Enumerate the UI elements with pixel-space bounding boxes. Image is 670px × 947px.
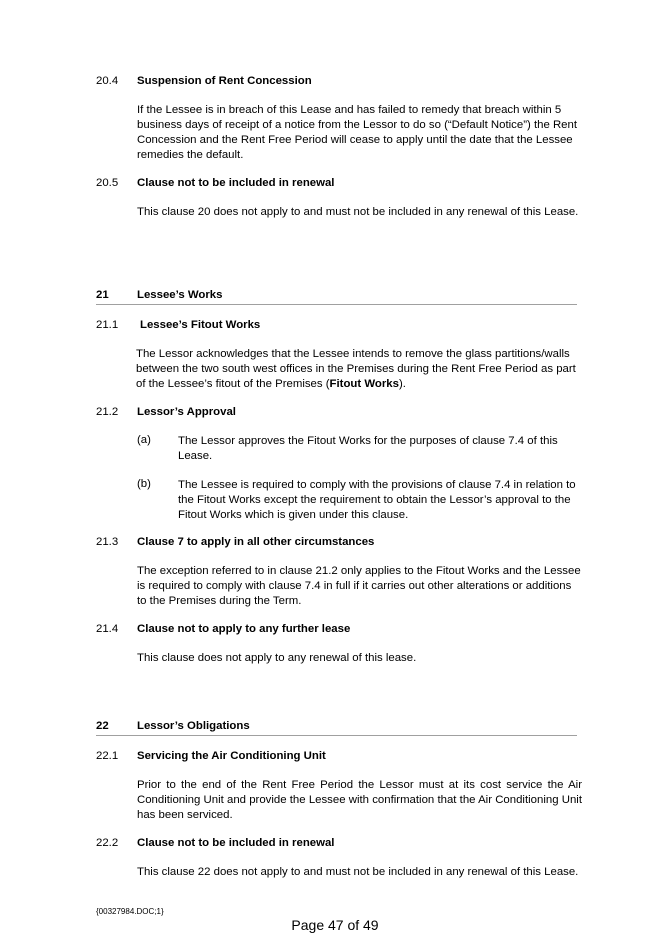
section-divider (96, 304, 577, 305)
clause-number: 21.2 (96, 406, 119, 418)
clause-body (136, 347, 581, 392)
subclause-label: (b) (137, 478, 151, 490)
document-reference: {00327984.DOC;1} (96, 907, 164, 916)
clause-number: 21.1 (96, 319, 119, 331)
subclause-text: The Lessee is required to comply with the provisions of clause 7.4 in relation to the Fitout Works except the requirement to obtain the Lessor’s approval to the Fitout Works which is given under this clause. (178, 479, 576, 521)
clause-number: 20.5 (96, 177, 119, 189)
clause-body: This clause does not apply to any renewal of this lease. (137, 652, 417, 664)
clause-body: Prior to the end of the Rent Free Period the Lessor must at its cost service the Air Conditioning Unit and provide the Lessee with confirmation that the Air Conditioning Unit has been serviced. (137, 779, 582, 821)
section-heading: Lessee’s Works (137, 289, 223, 301)
clause-heading: Lessee’s Fitout Works (140, 319, 261, 331)
clause-number: 22.2 (96, 837, 119, 849)
clause-heading: Suspension of Rent Concession (137, 75, 312, 87)
clause-number: 22.1 (96, 750, 119, 762)
clause-heading: Servicing the Air Conditioning Unit (137, 750, 326, 762)
clause-body-text: The Lessor acknowledges that the Lessee intends to remove the glass partitions/walls between the two south west offices in the Premises during the Rent Free Period as part of the Lessee’s fitout of the Premises ( (136, 348, 576, 390)
subclause-text: The Lessor approves the Fitout Works for the purposes of clause 7.4 of this Lease. (178, 435, 558, 462)
section-number: 22 (96, 720, 109, 732)
subclause-label: (a) (137, 434, 151, 446)
clause-heading: Clause not to be included in renewal (137, 837, 335, 849)
clause-number: 20.4 (96, 75, 119, 87)
clause-body: This clause 22 does not apply to and must not be included in any renewal of this Lease. (137, 866, 579, 878)
clause-heading: Clause not to apply to any further lease (137, 623, 351, 635)
page-number: Page 47 of 49 (291, 917, 379, 933)
section-heading: Lessor’s Obligations (137, 720, 250, 732)
clause-number: 21.3 (96, 536, 119, 548)
clause-body: If the Lessee is in breach of this Lease and has failed to remedy that breach within 5 business days of receipt of a notice from the Lessor to do so (“Default Notice”) the Rent Concession and the Rent Free Period will cease to apply until the date that the Lessee remedies the default. (137, 104, 578, 161)
clause-body-text: ). (398, 378, 406, 390)
clause-heading: Clause not to be included in renewal (137, 177, 335, 189)
section-divider (96, 735, 577, 736)
clause-heading: Lessor’s Approval (137, 406, 236, 418)
clause-body: The exception referred to in clause 21.2 only applies to the Fitout Works and the Lessee is required to comply with clause 7.4 in full if it carries out other alterations or additions to the Premises during the Term. (137, 565, 581, 607)
section-number: 21 (96, 289, 109, 301)
clause-heading: Clause 7 to apply in all other circumstances (137, 536, 375, 548)
clause-body: This clause 20 does not apply to and must not be included in any renewal of this Lease. (137, 206, 579, 218)
clause-number: 21.4 (96, 623, 119, 635)
defined-term: Fitout Works (329, 378, 399, 390)
